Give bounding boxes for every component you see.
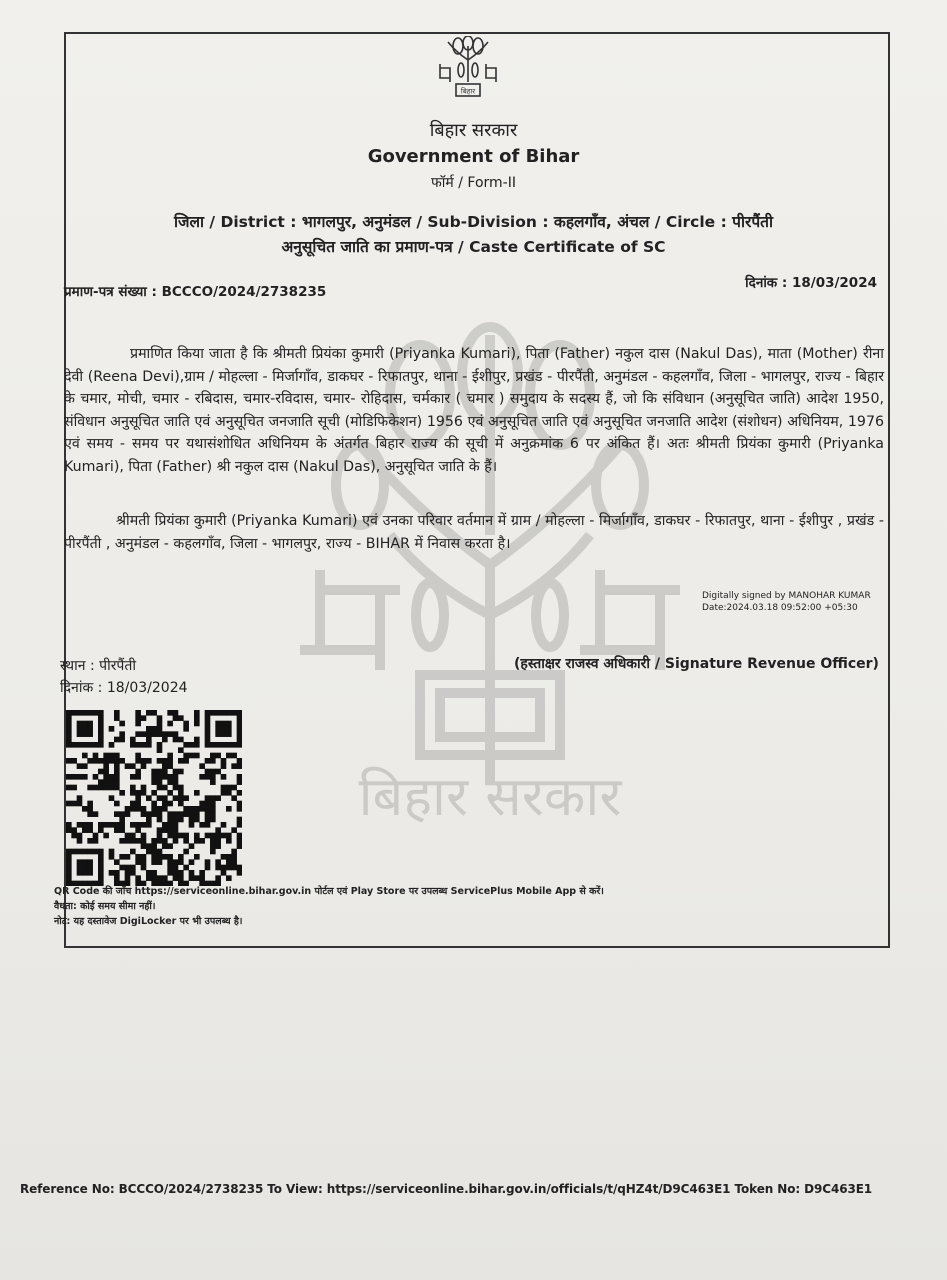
watermark-text: बिहार सरकार: [358, 765, 622, 828]
footer-digilocker-note: नोट: यह दस्तावेज DigiLocker पर भी उपलब्ध है।: [54, 916, 243, 927]
footer-validity: वैधता: कोई समय सीमा नहीं।: [54, 901, 156, 912]
location-line: जिला / District : भागलपुर, अनुमंडल / Sub-Division : कहलगाँव, अंचल / Circle : पीरपैंती: [173, 213, 773, 231]
footer-qr-note: QR Code की जाँच https://serviceonline.bihar.gov.in पोर्टल एवं Play Store पर उपलब्ध ServicePlus Mobile App से करें।: [54, 886, 604, 897]
digital-signature: [702, 590, 871, 614]
qr-code: [66, 710, 242, 886]
form-label: फॉर्म / Form-II: [431, 175, 516, 191]
bihar-emblem: [434, 36, 502, 102]
certificate-paragraph-2: श्रीमती प्रियंका कुमारी (Priyanka Kumari) एवं उनका परिवार वर्तमान में ग्राम / मोहल्ला - मिर्जागाँव, डाकघर - रिफातपुर, थाना - ईशीपुर , प्रखंड - पीरपैंती , अनुमंडल - कहलगाँव, जिला - भागलपुर, राज्य - BIHAR में निवास करता है।: [64, 513, 884, 552]
issue-date: दिनांक : 18/03/2024: [745, 275, 877, 291]
certificate-number: प्रमाण-पत्र संख्या : BCCCO/2024/2738235: [64, 284, 327, 300]
signature-label: (हस्ताक्षर राजस्व अधिकारी / Signature Revenue Officer): [514, 656, 879, 672]
place: स्थान : पीरपैंती: [60, 658, 136, 674]
certificate-type: अनुसूचित जाति का प्रमाण-पत्र / Caste Certificate of SC: [281, 238, 666, 256]
place-date: दिनांक : 18/03/2024: [60, 680, 188, 696]
digital-signature-date: Date:2024.03.18 09:52:00 +05:30: [702, 603, 858, 613]
header-hindi-title: बिहार सरकार: [429, 120, 518, 141]
header-english-title: Government of Bihar: [367, 146, 580, 167]
reference-line: Reference No: BCCCO/2024/2738235 To View: https://serviceonline.bihar.gov.in/officials/t/qHZ4t/D9C463E1 Token No: D9C463E1: [20, 1182, 873, 1196]
certificate-paragraph-1: प्रमाणित किया जाता है कि श्रीमती प्रियंका कुमारी (Priyanka Kumari), पिता (Father) नकुल दास (Nakul Das), माता (Mother) रीना देवी (Reena Devi),ग्राम / मोहल्ला - मिर्जागाँव, डाकघर - रिफातपुर, थाना - ईशीपुर, प्रखंड - पीरपैंती, अनुमंडल - कहलगाँव, जिला - भागलपुर, राज्य - बिहार के चमार, मोची, चमार - रबिदास, चमार-रविदास, चमार- रोहिदास, चर्मकार ( चमार ) समुदाय के सदस्य हैं, जो कि संविधान (अनुसूचित जाति) आदेश 1950, संविधान अनुसूचित जाति एवं अनुसूचित जनजाति सूची (मोडिफिकेशन) 1956 एवं अनुसूचित जाति एवं अनुसूचित जनजाति आदेश (संशोधन) अधिनियम, 1976 एवं समय - समय पर यथासंशोधित अधिनियम के अंतर्गत बिहार राज्य की सूची में अनुक्रमांक 6 पर अंकित हैं। अतः श्रीमती प्रियंका कुमारी (Priyanka Kumari), पिता (Father) श्री नकुल दास (Nakul Das), अनुसूचित जाति के हैं।: [64, 346, 884, 475]
emblem-text: बिहार: [460, 87, 476, 96]
digital-signature-signer: Digitally signed by MANOHAR KUMAR: [702, 591, 871, 601]
